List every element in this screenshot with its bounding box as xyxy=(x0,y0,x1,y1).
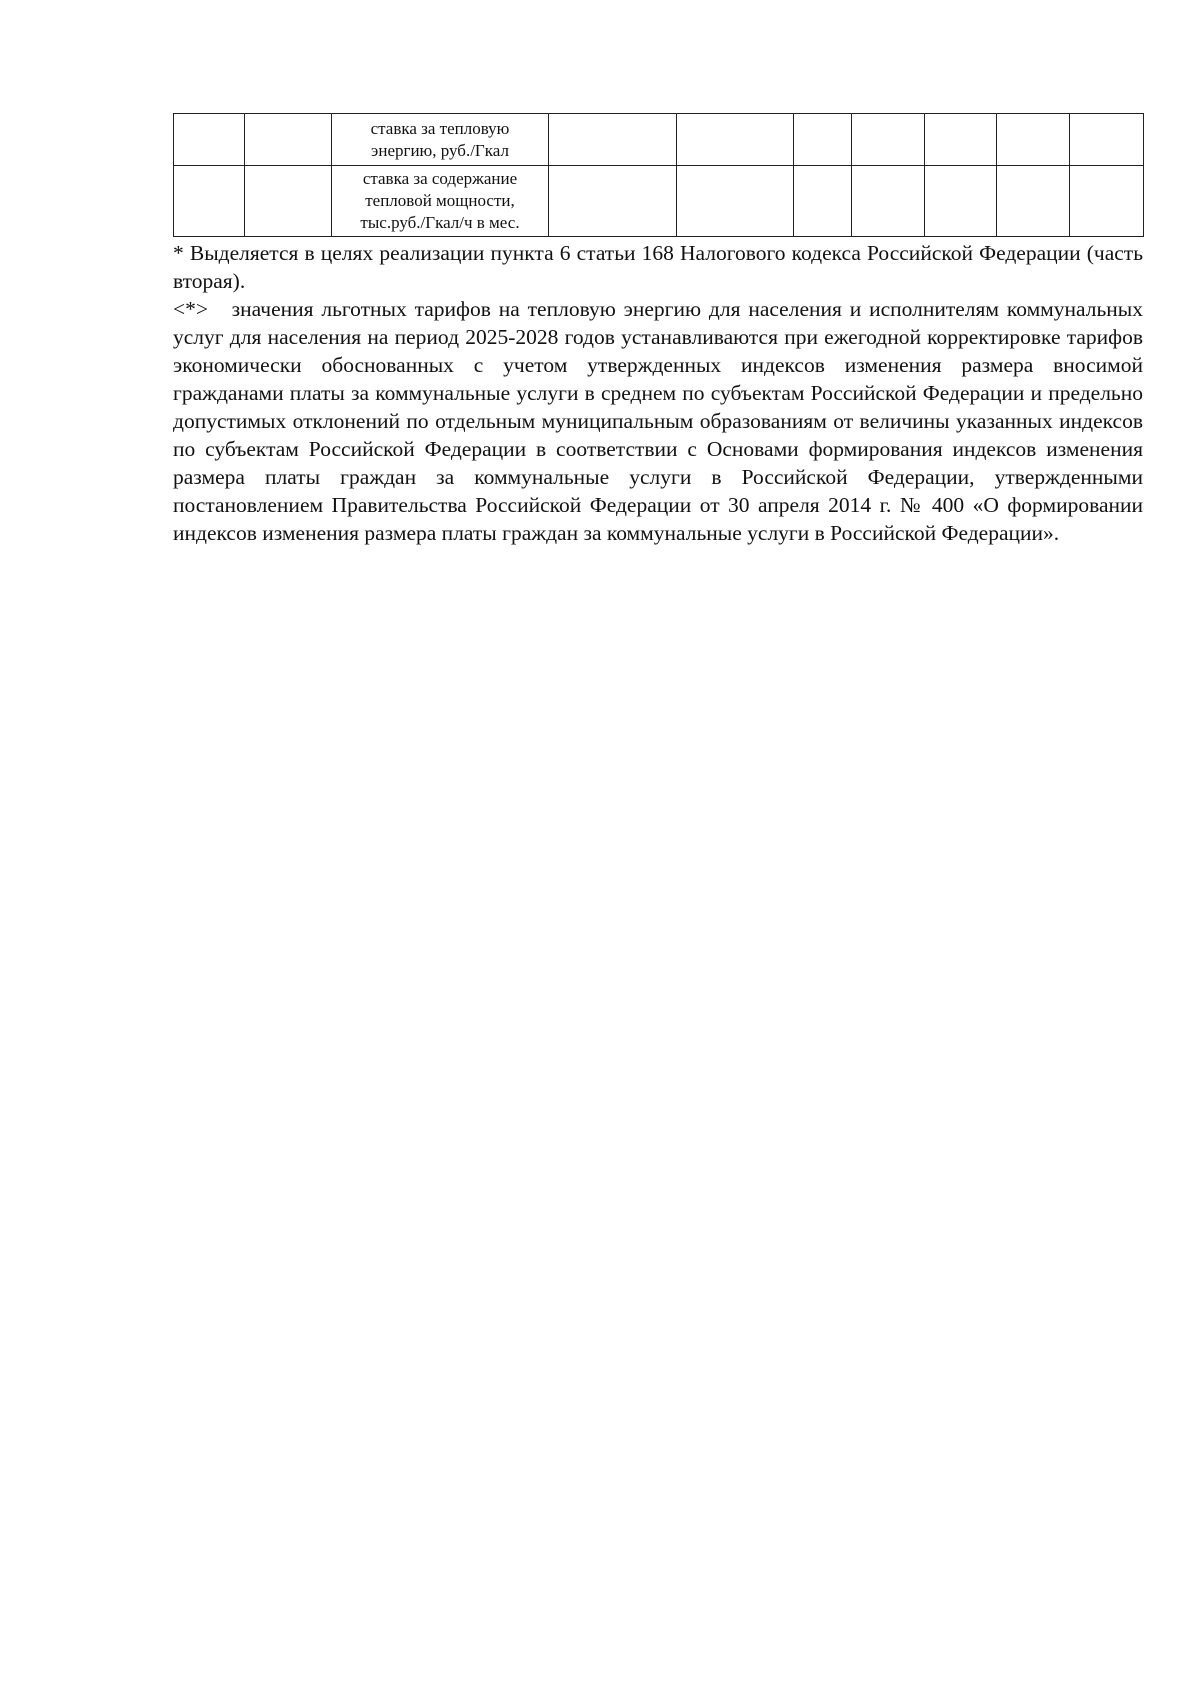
table-cell xyxy=(852,166,925,237)
document-page xyxy=(173,113,1150,547)
table-cell xyxy=(174,166,245,237)
footnote-preferential-tariffs xyxy=(173,295,1143,547)
table-cell xyxy=(549,166,677,237)
table-cell xyxy=(1070,114,1144,166)
table-cell xyxy=(794,166,852,237)
table-cell xyxy=(549,114,677,166)
table-row xyxy=(174,114,1144,166)
table-cell xyxy=(1070,166,1144,237)
rate-label-capacity: ставка за содержание тепловой мощности, тыс.руб./Гкал/ч в мес. xyxy=(332,166,549,237)
table-cell xyxy=(677,166,794,237)
footnote-marker: <*> xyxy=(173,297,209,321)
footnote-text: Выделяется в целях реализации пункта 6 статьи 168 Налогового кодекса Российской Федерации (часть вторая). xyxy=(173,241,1144,293)
table-cell xyxy=(245,166,332,237)
rate-label-heat-energy: ставка за тепловую энергию, руб./Гкал xyxy=(332,114,549,166)
table-cell xyxy=(925,166,997,237)
table-cell xyxy=(852,114,925,166)
table-cell xyxy=(245,114,332,166)
footnote-marker: * xyxy=(173,241,184,265)
table-cell xyxy=(174,114,245,166)
footnote-vat xyxy=(173,239,1143,295)
tariff-table xyxy=(173,113,1144,237)
table-cell xyxy=(997,114,1070,166)
footnote-text: значения льготных тарифов на тепловую энергию для населения и исполнителям коммунальных услуг для населения на период 2025-2028 годов устанавливаются при ежегодной корректировке тарифов экономически обоснованных с учетом утвержденных индексов изменения размера вносимой гражданами платы за коммунальные услуги в среднем по субъектам Российской Федерации и предельно допустимых отклонений по отдельным муниципальным образованиям от величины указанных индексов по субъектам Российской Федерации в соответствии с Основами формирования индексов изменения размера платы граждан за коммунальные услуги в Российской Федерации, утвержденными постановлением Правительства Российской Федерации от 30 апреля 2014 г. № 400 «О формировании индексов изменения размера платы граждан за коммунальные услуги в Российской Федерации». xyxy=(173,297,1144,545)
footnotes xyxy=(173,239,1143,547)
table-cell xyxy=(925,114,997,166)
table-cell xyxy=(794,114,852,166)
table-cell xyxy=(677,114,794,166)
table-cell xyxy=(997,166,1070,237)
table-row xyxy=(174,166,1144,237)
